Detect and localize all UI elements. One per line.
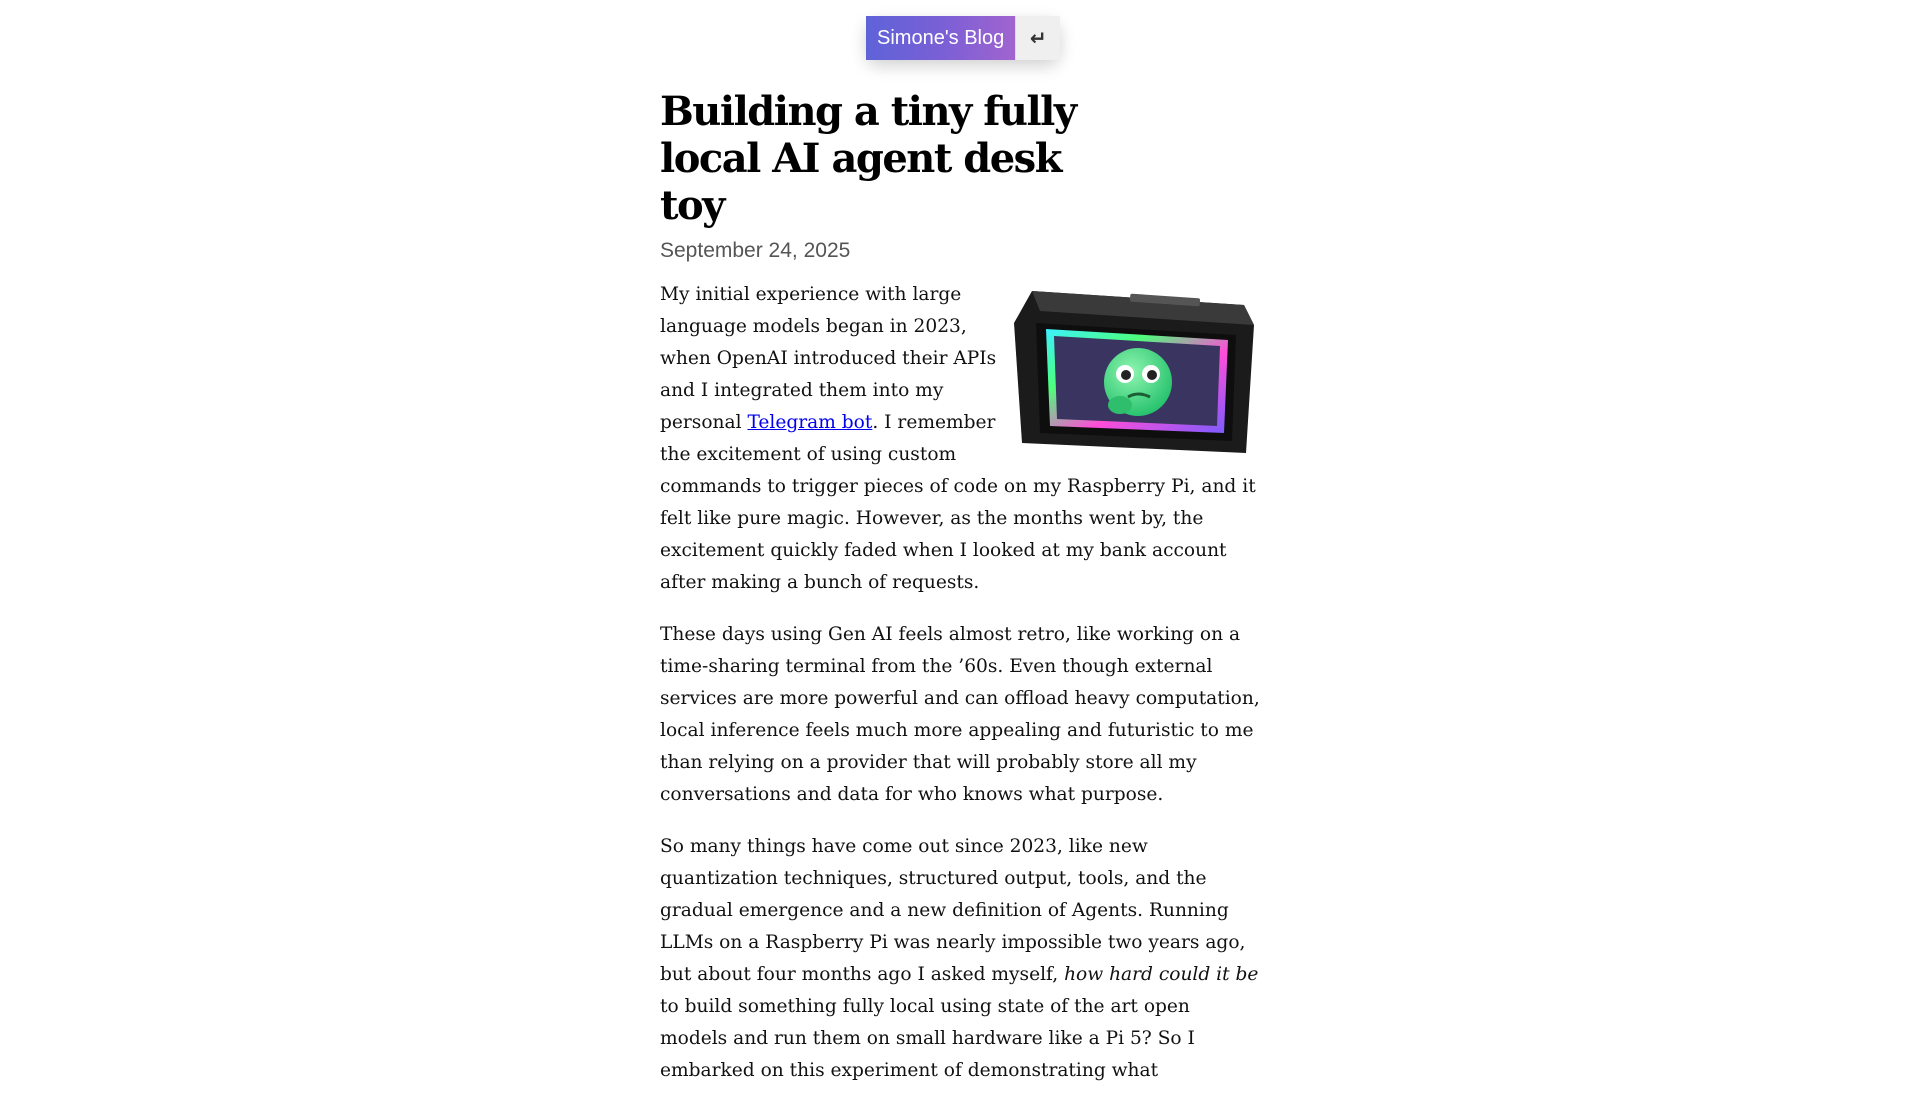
blog-nav-pill	[866, 16, 1060, 60]
paragraph-2: These days using Gen AI feels almost retro, like working on a time-sharing terminal from the ’60s. Even though external services are more powerful and can offload heavy computation, local inference feels much more appealing and futuristic to me than relying on a provider that will probably store all my conversations and data for who knows what purpose.	[660, 624, 1260, 805]
paragraph-1: My initial experience with large language models began in 2023, when OpenAI introduced their APIs and I integrated them into my personal Telegram bot. I remember the excitement of using custom commands to trigger pieces of code on my Raspberry Pi, and it felt like pure magic. However, as the months went by, the excitement quickly faded when I looked at my bank account after making a bunch of requests.	[660, 284, 1256, 593]
blog-home-link[interactable]: Simone's Blog	[866, 16, 1015, 60]
page-title: Building a tiny fully local AI agent desk toy	[660, 88, 1076, 229]
paragraph-3: So many things have come out since 2023, like new quantization techniques, structured output, tools, and the gradual emergence and a new definition of Agents. Running LLMs on a Raspberry Pi was nearly impossible two years ago, but about four months ago I asked myself, how hard could it be to build something fully local using state of the art open models and run them on small hardware like a Pi 5? So I embarked on this experiment of demonstrating what	[660, 836, 1259, 1081]
telegram-bot-link[interactable]: Telegram bot	[747, 412, 873, 433]
enter-icon[interactable]: ↵	[1015, 16, 1060, 60]
article-body	[660, 279, 1260, 1087]
device-emoji-image	[1010, 283, 1260, 455]
post-date: September 24, 2025	[660, 239, 851, 262]
emphasis-text: how hard could it be	[1064, 964, 1259, 985]
article	[660, 88, 1260, 1107]
